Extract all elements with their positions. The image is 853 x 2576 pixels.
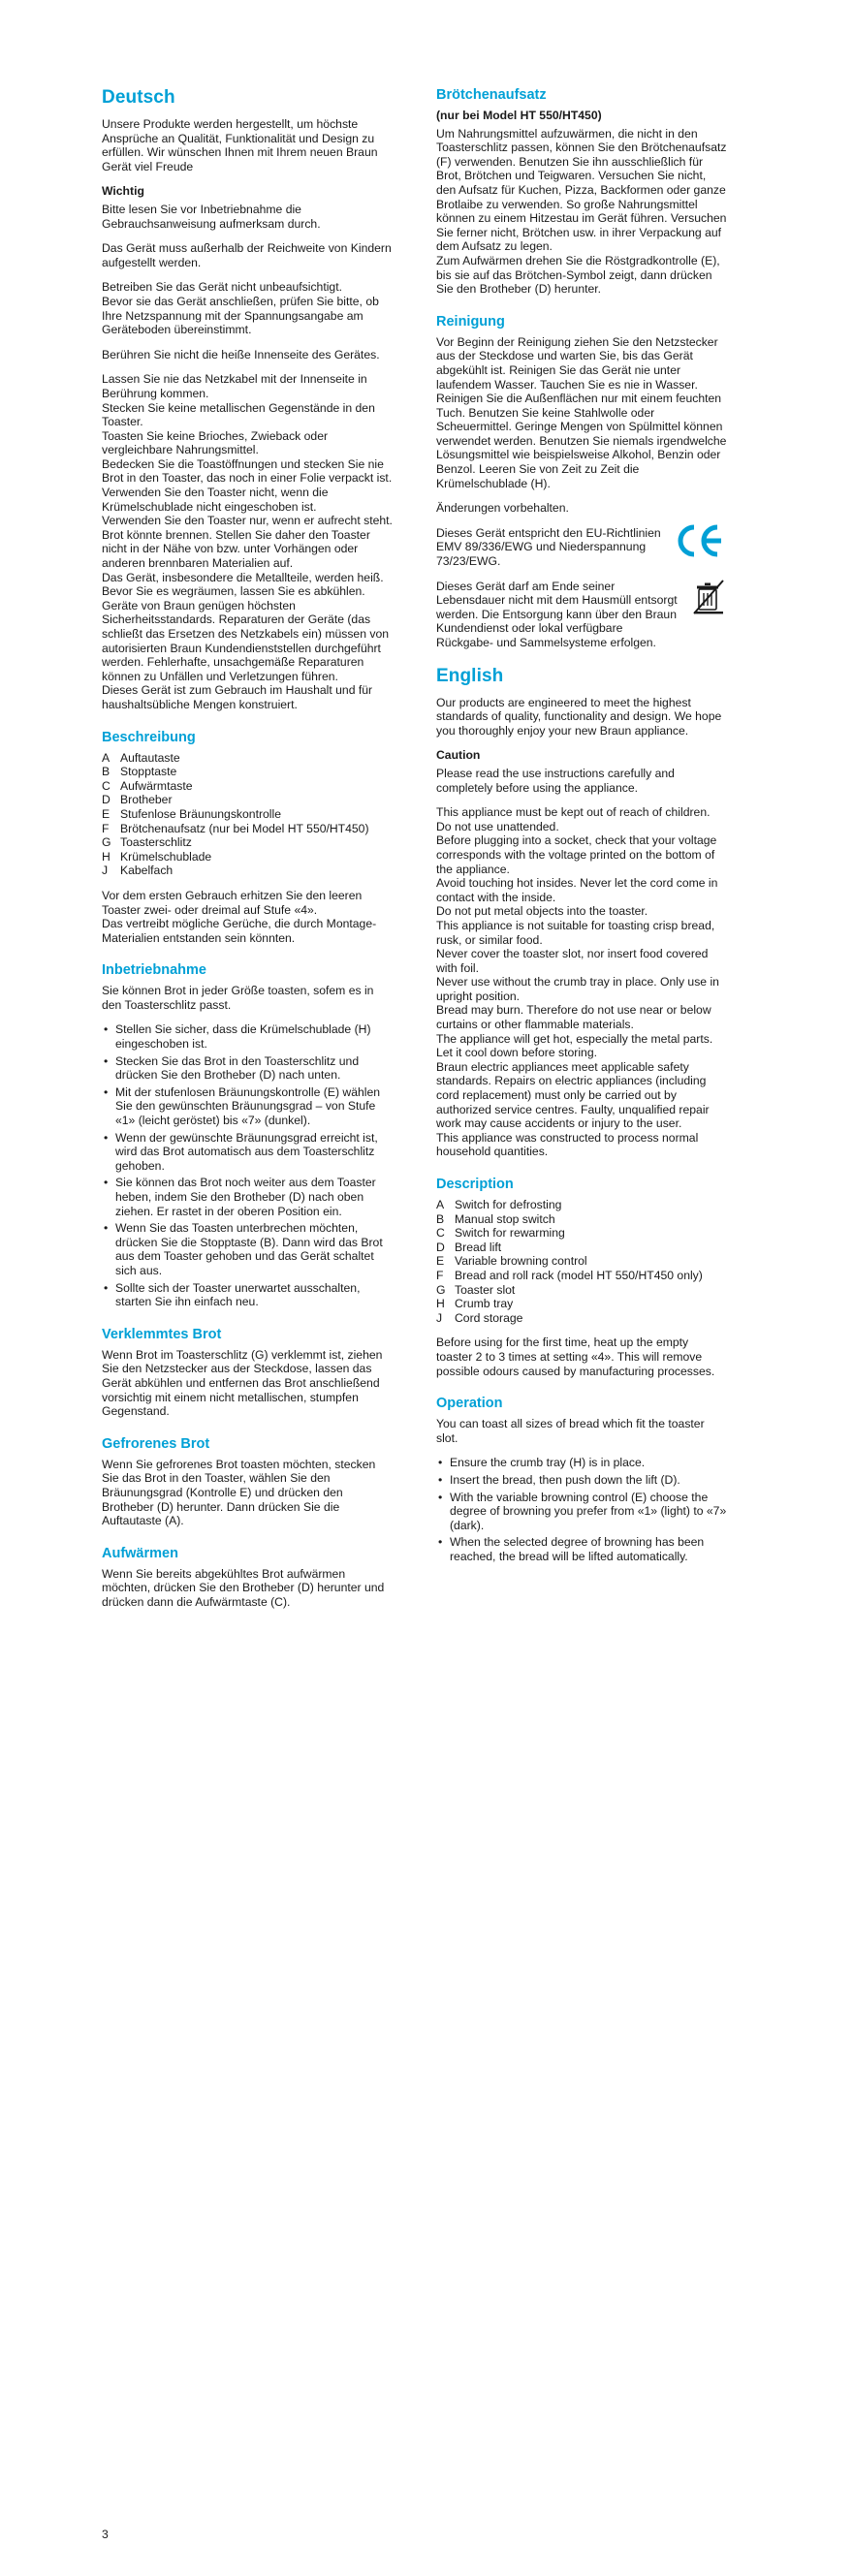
list-item: • Wenn Sie das Toasten unterbrechen möchten, drücken Sie die Stopptaste (B). Dann wird das Brot aus dem Toaster gehoben und das Gerät schaltet sich aus.	[102, 1221, 393, 1277]
caution-text: Please read the use instructions carefully and completely before using the appliance.	[436, 766, 675, 795]
safety-paragraph: Geräte von Braun genügen höchsten Sicherheitsstandards. Reparaturen der Geräte (das schließt das Ersetzen des Netzkabels ein) müssen von autorisierten Braun Kundendienststellen durchgeführt werden. Fehlerhafte, unsachgemäße Reparaturen können zu Unfällen und Verletzungen führen.	[102, 598, 390, 683]
heading-aufwaermen: Aufwärmen	[102, 1545, 178, 1561]
disposal-text: Dieses Gerät darf am Ende seiner Lebensdauer nicht mit dem Hausmüll entsorgt werden. Die Entsorgung kann über den Braun Kundendienst oder lokal verfügbare Rückgabe- und Sammelsysteme erfolgen.	[436, 579, 678, 649]
list-item: • Mit der stufenlosen Bräunungskontrolle (E) wählen Sie den gewünschten Bräunungsgrad – von Stufe «1» (leicht geröstet) bis «7» (dunkel).	[102, 1085, 393, 1128]
description-letter: A	[102, 750, 111, 765]
safety-paragraph-en: Never cover the toaster slot, nor insert food covered with foil.	[436, 947, 709, 975]
description-text: Kabelfach	[120, 864, 174, 878]
description-row	[436, 1212, 703, 1227]
safety-paragraph-en: Never use without the crumb tray in place. Only use in upright position.	[436, 975, 719, 1003]
description-list-de	[102, 751, 369, 878]
description-row	[102, 765, 369, 779]
description-list-en	[436, 1198, 703, 1325]
verklemmtes-brot-text: Wenn Brot im Toasterschlitz (G) verklemmt ist, ziehen Sie den Netzstecker aus der Steckdose, lassen das Gerät abkühlen und entfernen das Brot anschließend vorsichtig mit einem nicht metallischen, stumpfen Gegenstand.	[102, 1347, 383, 1419]
inbetriebnahme-intro: Sie können Brot in jeder Größe toasten, sofem es in den Toasterschlitz passt.	[102, 984, 374, 1012]
ce-mark-icon	[675, 524, 727, 557]
heading-beschreibung: Beschreibung	[102, 729, 196, 745]
safety-paragraph: Bedecken Sie die Toastöffnungen und stecken Sie nie Brot in den Toaster, das noch in einer Folie verpackt ist.	[102, 456, 393, 486]
aufwaermen-text: Wenn Sie bereits abgekühltes Brot aufwärmen möchten, drücken Sie den Brotheber (D) herunter und drücken dann die Aufwärmtaste (C).	[102, 1566, 385, 1609]
heading-reinigung: Reinigung	[436, 313, 505, 330]
operation-intro: You can toast all sizes of bread which fit the toaster slot.	[436, 1417, 705, 1445]
heading-broetchenaufsatz: Brötchenaufsatz	[436, 87, 547, 103]
safety-paragraph: Das Gerät muss außerhalb der Reichweite von Kindern aufgestellt werden.	[102, 241, 392, 269]
safety-paragraph-en: Before plugging into a socket, check that your voltage corresponds with the voltage printed on the bottom of the appliance.	[436, 833, 717, 876]
page-number: 3	[102, 2528, 109, 2541]
description-letter: F	[436, 1268, 444, 1282]
description-text: Brötchenaufsatz (nur bei Model HT 550/HT450)	[120, 821, 369, 835]
description-row	[436, 1254, 703, 1269]
description-letter: A	[436, 1198, 445, 1211]
description-text: Switch for defrosting	[455, 1198, 562, 1211]
description-letter: E	[102, 806, 111, 821]
description-letter: H	[102, 849, 111, 864]
inbetriebnahme-steps	[102, 1022, 393, 1308]
section-heading-deutsch: Deutsch	[102, 87, 175, 108]
safety-paragraph-en: This appliance must be kept out of reach of children.	[436, 805, 711, 820]
operation-steps	[436, 1456, 727, 1563]
description-text: Stufenlose Bräunungskontrolle	[120, 806, 281, 821]
first-use-paragraph-en: Before using for the first time, heat up the empty toaster 2 to 3 times at setting «4». This will remove possible odours caused by manufacturing processes.	[436, 1335, 715, 1378]
list-item: • Wenn der gewünschte Bräunungsgrad erreicht ist, wird das Brot automatisch aus dem Toasterschlitz gehoben.	[102, 1131, 393, 1174]
description-letter: J	[436, 1310, 443, 1325]
list-item: • With the variable browning control (E) choose the degree of browning you prefer from «1» (light) to «7» (dark).	[436, 1491, 727, 1533]
intro-paragraph-de: Unsere Produkte werden hergestellt, um höchste Ansprüche an Qualität, Funktionalität und Design zu erfüllen. Wir wünschen Ihnen mit Ihrem neuen Braun Gerät viel Freude	[102, 117, 378, 173]
first-use-paragraph-de: Vor dem ersten Gebrauch erhitzen Sie den leeren Toaster zwei- oder dreimal auf Stufe «4».	[102, 888, 363, 917]
description-letter: G	[102, 835, 111, 850]
description-text: Brotheber	[120, 793, 173, 807]
two-column-layout	[102, 87, 775, 1619]
description-text: Bread and roll rack (model HT 550/HT450 only)	[455, 1268, 703, 1282]
safety-paragraph-en: This appliance was constructed to process normal household quantities.	[436, 1130, 699, 1159]
heading-verklemmtes-brot: Verklemmtes Brot	[102, 1326, 222, 1342]
description-text: Cord storage	[455, 1310, 523, 1325]
description-text: Toaster slot	[455, 1282, 516, 1297]
column-english	[436, 87, 727, 1566]
caution-heading: Caution	[436, 748, 481, 763]
safety-paragraph-en: Braun electric appliances meet applicable safety standards. Repairs on electric appliances (including cord replacement) must only be carried out by authorized service centres. Faulty, unqualified repair work may cause accidents or injury to the user.	[436, 1059, 710, 1131]
description-letter: F	[102, 821, 110, 835]
wichtig-text: Bitte lesen Sie vor Inbetriebnahme die Gebrauchsanweisung aufmerksam durch.	[102, 202, 321, 231]
list-item: • Stellen Sie sicher, dass die Krümelschublade (H) eingeschoben ist.	[102, 1022, 393, 1051]
description-letter: C	[102, 778, 111, 793]
heading-operation: Operation	[436, 1396, 503, 1412]
description-text: Crumb tray	[455, 1297, 514, 1311]
description-text: Aufwärmtaste	[120, 778, 193, 793]
description-row	[436, 1269, 703, 1283]
description-row	[102, 835, 369, 850]
heading-inbetriebnahme: Inbetriebnahme	[102, 962, 206, 979]
list-item: • Ensure the crumb tray (H) is in place.	[436, 1456, 727, 1470]
description-letter: H	[436, 1297, 445, 1311]
description-letter: D	[102, 793, 111, 807]
gefrorenes-brot-text: Wenn Sie gefrorenes Brot toasten möchten, stecken Sie das Brot in den Toaster, wählen Sie den Bräunungsgrad (Kontrolle E) und drücken den Brotheber (D) herunter. Dann drücken Sie die Auftautaste (A).	[102, 1457, 376, 1528]
reinigung-paragraph: Vor Beginn der Reinigung ziehen Sie den Netzstecker aus der Steckdose und warten Sie, bis das Gerät abgekühlt ist. Reinigen Sie das Gerät nie unter laufendem Wasser. Tauchen Sie es nie in Wasser. Reinigen Sie die Außenflächen nur mit einem feuchten Tuch. Benutzen Sie keine Stahlwolle oder Scheuermittel. Geringe Mengen von Spülmittel können verwendet werden. Benutzen Sie niemals irgendwelche Lösungsmittel wie beispielsweise Alkohol, Benzin oder Benzol. Leeren Sie von Zeit zu Zeit die Krümelschublade (H).	[436, 334, 727, 490]
description-letter: C	[436, 1226, 445, 1241]
broetchen-paragraph-2: Zum Aufwärmen drehen Sie die Röstgradkontrolle (E), bis sie auf das Brötchen-Symbol zeigt, dann drücken Sie den Brotheber (D) herunter.	[436, 253, 720, 297]
description-letter: J	[102, 864, 109, 878]
description-row	[102, 793, 369, 807]
safety-paragraph-en: This appliance is not suitable for toasting crisp bread, rusk, or similar food.	[436, 918, 715, 947]
description-text: Toasterschlitz	[120, 835, 192, 850]
description-letter: G	[436, 1282, 446, 1297]
safety-paragraph-en: Do not put metal objects into the toaster.	[436, 904, 648, 919]
first-use-paragraph-de-2: Das vertreibt mögliche Gerüche, die durch Montage-Materialien entstanden sein könnten.	[102, 917, 377, 945]
list-item: • When the selected degree of browning has been reached, the bread will be lifted automatically.	[436, 1535, 727, 1563]
safety-paragraph: Betreiben Sie das Gerät nicht unbeaufsichtigt.	[102, 280, 342, 295]
description-row	[102, 779, 369, 794]
description-row	[436, 1283, 703, 1298]
disposal-block	[436, 580, 727, 650]
safety-paragraph-en: The appliance will get hot, especially the metal parts. Let it cool down before storing.	[436, 1031, 713, 1060]
list-item: • Stecken Sie das Brot in den Toasterschlitz und drücken Sie den Brotheber (D) nach unten.	[102, 1054, 393, 1083]
broetchen-paragraph: Um Nahrungsmittel aufzuwärmen, die nicht in den Toasterschlitz passen, können Sie den Brötchenaufsatz (F) verwenden. Benutzen Sie ihn ausschließlich für Brot, Brötchen und Teigwaren. Versuchen Sie nicht, den Aufsatz für Kuchen, Pizza, Backformen oder ganze Brotlaibe zu verwenden. So große Nahrungsmittel können zu einem Hitzestau im Gerät führen. Versuchen Sie ferner nicht, Brötchen usw. in ihrer Verpackung auf dem Aufsatz zu legen.	[436, 126, 727, 254]
description-letter: B	[102, 765, 111, 779]
safety-paragraph-en: Bread may burn. Therefore do not use near or below curtains or other flammable materials.	[436, 1003, 711, 1032]
description-text: Manual stop switch	[455, 1211, 555, 1226]
safety-paragraph: Verwenden Sie den Toaster nicht, wenn die Krümelschublade nicht eingeschoben ist.	[102, 486, 329, 514]
safety-paragraph: Das Gerät, insbesondere die Metallteile, werden heiß. Bevor Sie es wegräumen, lassen Sie es abkühlen.	[102, 570, 384, 599]
description-row	[102, 850, 369, 864]
safety-paragraph: Brot könnte brennen. Stellen Sie daher den Toaster nicht in der Nähe von bzw. unter Vorhängen oder anderen brennbaren Materialien auf.	[102, 527, 370, 571]
safety-paragraph: Berühren Sie nicht die heiße Innenseite des Gerätes.	[102, 347, 380, 361]
description-row	[102, 822, 369, 836]
safety-paragraph: Toasten Sie keine Brioches, Zwieback oder vergleichbare Nahrungsmittel.	[102, 428, 329, 457]
section-heading-english: English	[436, 665, 504, 686]
column-german	[102, 87, 393, 1619]
description-text: Bread lift	[455, 1240, 502, 1254]
description-text: Stopptaste	[120, 765, 177, 779]
intro-paragraph-en: Our products are engineered to meet the highest standards of quality, functionality and design. We hope you thoroughly enjoy your new Braun appliance.	[436, 695, 722, 738]
heading-description: Description	[436, 1177, 514, 1192]
list-item: • Sollte sich der Toaster unerwartet ausschalten, starten Sie ihn einfach neu.	[102, 1281, 393, 1309]
safety-paragraph: Verwenden Sie den Toaster nur, wenn er aufrecht steht.	[102, 514, 393, 528]
eu-directive-block	[436, 526, 727, 569]
safety-paragraph-en: Do not use unattended.	[436, 819, 559, 833]
broetchen-model-note: (nur bei Model HT 550/HT450)	[436, 109, 602, 122]
description-row	[102, 807, 369, 822]
description-letter: B	[436, 1211, 445, 1226]
description-row	[436, 1297, 703, 1311]
safety-paragraph: Stecken Sie keine metallischen Gegenstände in den Toaster.	[102, 400, 375, 429]
description-row	[436, 1226, 703, 1241]
list-item: • Sie können das Brot noch weiter aus dem Toaster heben, indem Sie den Brotheber (D) nach oben ziehen. Er rastet in der oberen Position ein.	[102, 1176, 393, 1218]
description-letter: E	[436, 1254, 445, 1269]
crossed-out-wheelie-bin-icon	[692, 578, 725, 616]
heading-gefrorenes-brot: Gefrorenes Brot	[102, 1435, 210, 1452]
description-text: Variable browning control	[455, 1254, 587, 1269]
description-letter: D	[436, 1240, 445, 1254]
safety-paragraph-en: Avoid touching hot insides. Never let the cord come in contact with the inside.	[436, 876, 718, 904]
description-row	[436, 1311, 703, 1326]
eu-directive-text: Dieses Gerät entspricht den EU-Richtlinien EMV 89/336/EWG und Niederspannung 73/23/EWG.	[436, 525, 661, 569]
safety-paragraph: Bevor sie das Gerät anschließen, prüfen Sie bitte, ob Ihre Netzspannung mit der Spannungsangabe am Geräteboden übereinstimmt.	[102, 294, 379, 337]
safety-paragraph: Dieses Gerät ist zum Gebrauch im Haushalt und für haushaltsübliche Mengen konstruiert.	[102, 683, 373, 711]
list-item: • Insert the bread, then push down the lift (D).	[436, 1473, 727, 1488]
description-row	[436, 1198, 703, 1212]
aenderungen-note: Änderungen vorbehalten.	[436, 501, 569, 516]
description-row	[436, 1241, 703, 1255]
description-text: Auftautaste	[120, 750, 180, 765]
description-row	[102, 751, 369, 766]
description-text: Switch for rewarming	[455, 1226, 565, 1241]
description-text: Krümelschublade	[120, 849, 212, 864]
description-row	[102, 864, 369, 878]
safety-paragraph: Lassen Sie nie das Netzkabel mit der Innenseite in Berührung kommen.	[102, 372, 367, 400]
wichtig-heading: Wichtig	[102, 184, 144, 199]
